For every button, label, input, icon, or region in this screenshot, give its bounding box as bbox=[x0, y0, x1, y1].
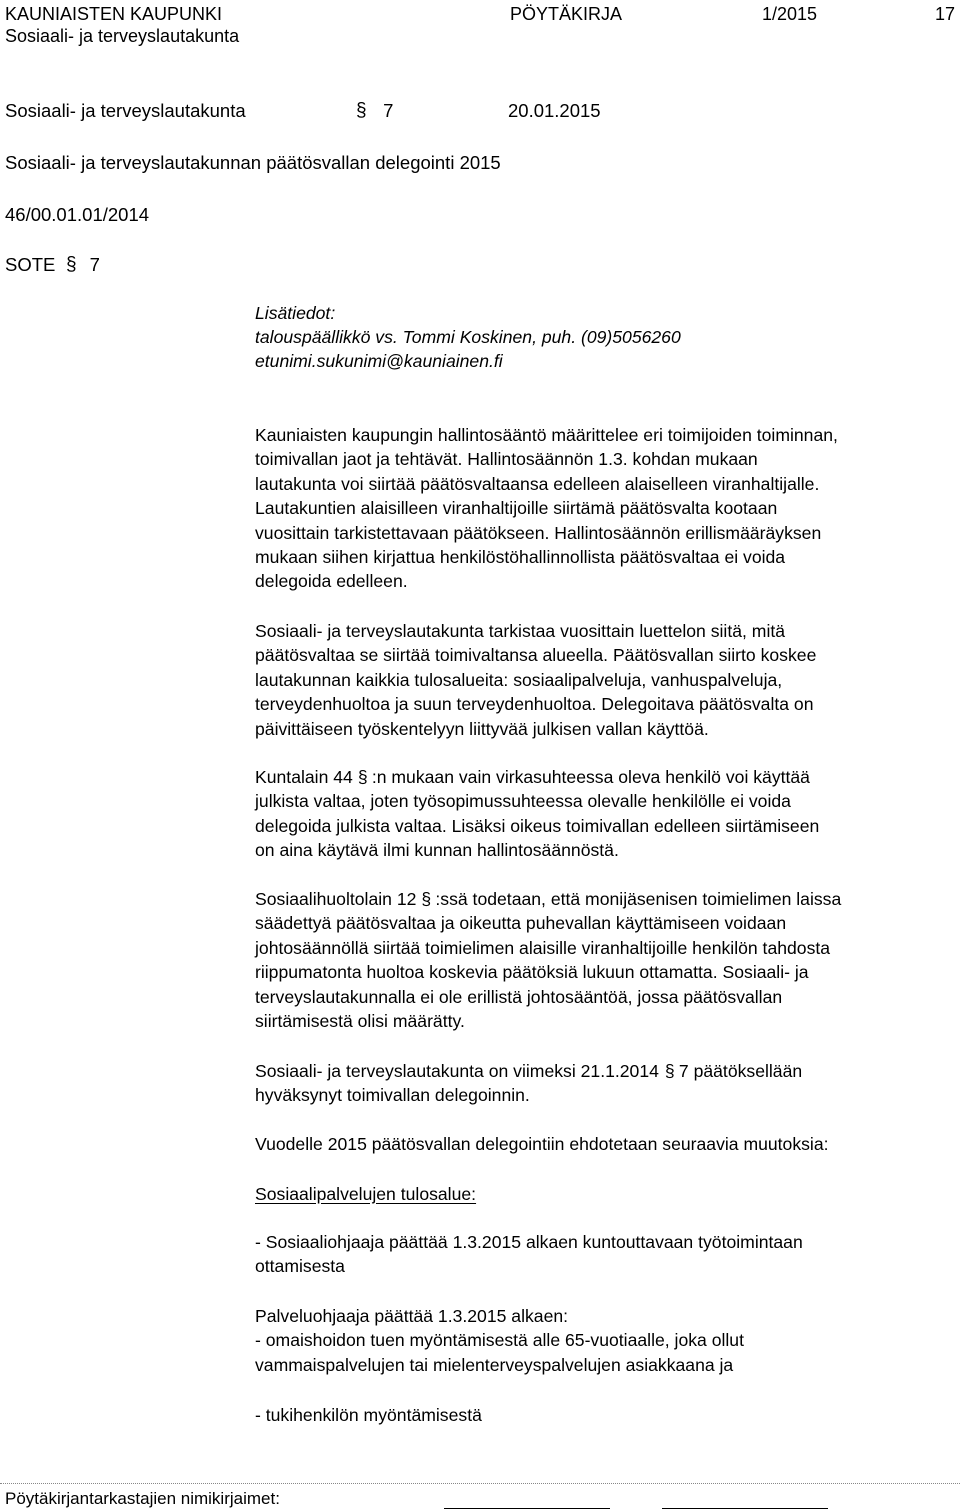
section-sign-icon: § bbox=[357, 767, 368, 787]
footer-rule bbox=[0, 1483, 960, 1484]
contact-heading: Lisätiedot: bbox=[255, 303, 336, 323]
contact-person: talouspäällikkö vs. Tommi Koskinen, puh. (09)5056260 bbox=[255, 327, 681, 347]
text-line: delegoida edelleen. bbox=[255, 571, 408, 592]
text-line: hyväksynyt toimivallan delegoinnin. bbox=[255, 1085, 530, 1106]
paragraph-muutokset bbox=[255, 1132, 955, 1156]
text-line bbox=[255, 765, 955, 789]
header-issue: 1/2015 bbox=[762, 4, 818, 24]
text-line: delegoida julkista valtaa. Lisäksi oikeus toimivallan edelleen siirtämiseen bbox=[255, 815, 820, 836]
list-item-tukihenkilo bbox=[255, 1403, 955, 1427]
section-sign-icon bbox=[65, 254, 79, 274]
text-line: Sosiaali- ja terveyslautakunta tarkistaa vuosittain luettelon siitä, mitä bbox=[255, 621, 786, 641]
svg-text:§: § bbox=[65, 254, 77, 274]
meta-record-number: 46/00.01.01/2014 bbox=[5, 204, 150, 225]
section-sign-icon: § bbox=[664, 1061, 675, 1081]
text-line: terveydenhuoltoa ja suun terveydenhuoltoa. Delegoitava päätösvalta on bbox=[255, 694, 814, 715]
meta-title: Sosiaali- ja terveyslautakunnan päätösvallan delegointi 2015 bbox=[5, 152, 501, 173]
header-org: KAUNIAISTEN KAUPUNKI bbox=[5, 4, 223, 24]
section-sign-icon bbox=[355, 100, 369, 120]
text-line: siirtämisestä olisi määrätty. bbox=[255, 1011, 465, 1032]
signature-line[interactable] bbox=[662, 1508, 828, 1509]
text-line: lautakunnan kaikkia tulosalueita: sosiaalipalveluja, vanhuspalveluja, bbox=[255, 669, 783, 690]
text-line bbox=[255, 1059, 955, 1083]
text-fragment: :ssä todetaan, että monijäsenisen toimielimen laissa bbox=[435, 889, 842, 909]
text-line: - Sosiaaliohjaaja päättää 1.3.2015 alkaen kuntouttavaan työtoimintaan bbox=[255, 1232, 803, 1252]
paragraph-viimeksi bbox=[255, 1059, 955, 1108]
paragraph-kuntalaki bbox=[255, 765, 955, 863]
meta-date: 20.01.2015 bbox=[508, 100, 601, 121]
text-line: säädettyä päätösvaltaa ja oikeutta puhevallan käyttämiseen voidaan bbox=[255, 913, 787, 934]
text-line bbox=[255, 887, 955, 911]
text-line: lautakunta voi siirtää päätösvaltaansa edelleen alaiselleen viranhaltijalle. bbox=[255, 473, 820, 494]
text-line: riippumatonta huoltoa koskevia päätöksiä lukuun ottamatta. Sosiaali- ja bbox=[255, 962, 809, 983]
text-line: ottamisesta bbox=[255, 1256, 345, 1277]
section-sign-icon: § bbox=[421, 889, 432, 909]
text-line: johtosäännöllä siirtää toimielimen alaisille viranhaltijoille henkilön tahdosta bbox=[255, 937, 831, 958]
subheading-sosiaalipalvelut bbox=[255, 1182, 955, 1206]
text-line: on aina käytävä ilmi kunnan hallintosäännöstä. bbox=[255, 840, 619, 861]
sote-section-number: 7 bbox=[89, 254, 100, 275]
text-fragment: Kuntalain 44 bbox=[255, 767, 353, 787]
text-line: Vuodelle 2015 päätösvallan delegointiin ehdotetaan seuraavia muutoksia: bbox=[255, 1134, 829, 1154]
text-line: Lautakuntien alaisilleen viranhaltijoille siirtämä päätösvalta kootaan bbox=[255, 498, 778, 519]
text-fragment: :n mukaan vain virkasuhteessa oleva henkilö voi käyttää bbox=[371, 767, 810, 787]
text-line: vuosittain tarkistettavaan päätökseen. Hallintosäännön erillismääräyksen bbox=[255, 522, 822, 543]
list-item-sosiaaliohjaaja bbox=[255, 1230, 955, 1279]
text-line: terveyslautakunnalla ei ole erillistä johtosääntöä, jossa päätösvallan bbox=[255, 986, 783, 1007]
header-doc-type: PÖYTÄKIRJA bbox=[510, 4, 623, 24]
footer-label: Pöytäkirjantarkastajien nimikirjaimet: bbox=[5, 1489, 280, 1508]
text-line: - omaishoidon tuen myöntämisestä alle 65-vuotiaalle, joka ollut bbox=[255, 1330, 744, 1351]
text-fragment: 7 päätöksellään bbox=[678, 1061, 803, 1081]
text-fragment: Sosiaalihuoltolain 12 bbox=[255, 889, 417, 909]
contact-email: etunimi.sukunimi@kauniainen.fi bbox=[255, 351, 503, 371]
sote-label: SOTE bbox=[5, 254, 56, 275]
paragraph-sosiaalihuoltolaki bbox=[255, 887, 955, 1033]
text-line: Palveluohjaaja päättää 1.3.2015 alkaen: bbox=[255, 1306, 569, 1326]
text-line: mukaan siihen kirjattua henkilöstöhallinnollista päätösvaltaa ei voida bbox=[255, 547, 786, 568]
text-line: Kauniaisten kaupungin hallintosääntö määrittelee eri toimijoiden toiminnan, bbox=[255, 425, 838, 445]
meta-committee: Sosiaali- ja terveyslautakunta bbox=[5, 100, 246, 121]
subheading-text: Sosiaalipalvelujen tulosalue: bbox=[255, 1184, 477, 1204]
meta-sote bbox=[5, 253, 100, 277]
svg-text:§: § bbox=[356, 100, 367, 120]
meta-section bbox=[355, 99, 393, 123]
text-line: päätösvaltaa se siirtää toimivaltansa alueella. Päätösvallan siirto koskee bbox=[255, 645, 817, 666]
header-body: Sosiaali- ja terveyslautakunta bbox=[5, 26, 240, 46]
header-page-number: 17 bbox=[935, 4, 956, 24]
text-line: toimivallan jaot ja tehtävät. Hallintosäännön 1.3. kohdan mukaan bbox=[255, 449, 758, 470]
paragraph-tarkistus bbox=[255, 619, 955, 741]
text-line: päivittäiseen työskentelyyn liittyvää julkisen vallan käyttöä. bbox=[255, 718, 709, 739]
text-line: vammaispalvelujen tai mielenterveyspalvelujen asiakkaana ja bbox=[255, 1354, 734, 1375]
meta-section-number: 7 bbox=[383, 100, 394, 121]
list-item-palveluohjaaja bbox=[255, 1304, 955, 1377]
signature-line[interactable] bbox=[444, 1508, 610, 1509]
text-line: julkista valtaa, joten työsopimussuhteessa olevalle henkilölle ei voida bbox=[255, 791, 791, 812]
paragraph-hallintosaanto bbox=[255, 423, 955, 594]
text-line: - tukihenkilön myöntämisestä bbox=[255, 1405, 482, 1425]
text-fragment: Sosiaali- ja terveyslautakunta on viimeksi 21.1.2014 bbox=[255, 1061, 659, 1081]
